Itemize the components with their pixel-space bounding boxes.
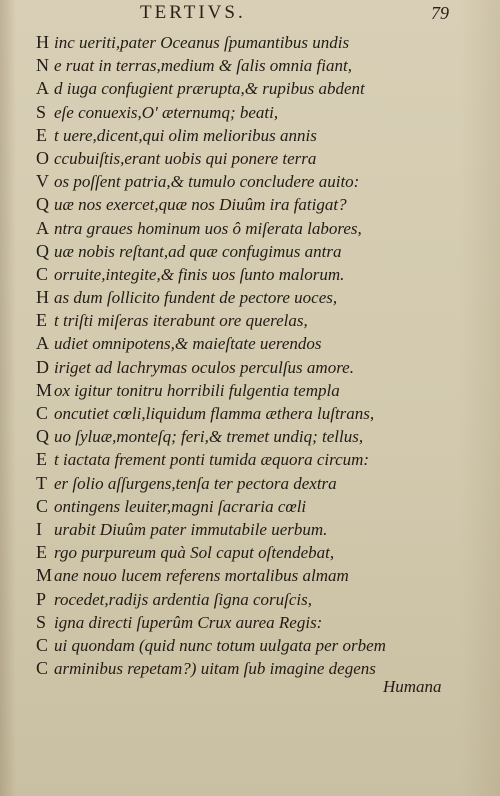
verse-initial: T <box>36 472 47 493</box>
verse-line <box>36 170 476 193</box>
verse-text: inc ueriti,pater Oceanus ſpumantibus undis <box>54 33 350 52</box>
verse-text: as dum ſollicito fundent de pectore uoces, <box>54 288 338 308</box>
verse-line <box>36 588 476 611</box>
verse-initial: C <box>36 658 49 679</box>
verse-initial: N <box>36 55 49 76</box>
verse-initial: D <box>36 356 49 377</box>
verse-line <box>36 495 476 518</box>
verse-initial: H <box>36 32 49 52</box>
verse-initial: E <box>36 449 47 470</box>
verse-text: arminibus repetam?) uitam ſub imagine degens <box>54 659 376 679</box>
verse-initial: A <box>36 78 49 99</box>
verse-text: rocedet,radijs ardentia ſigna coruſcis, <box>54 589 312 609</box>
verse-text: iriget ad lachrymas oculos perculſus amore. <box>54 357 354 377</box>
verse-text: ane nouo lucem referens mortalibus almam <box>54 566 349 586</box>
verse-text: uæ nos exercet,quæ nos Diuûm ira fatigat? <box>54 195 347 215</box>
verse-line <box>36 286 476 309</box>
verse-text: eſe conuexis,O' æternumq; beati, <box>54 102 279 122</box>
verse-line <box>36 263 476 286</box>
verse-line <box>36 356 476 379</box>
verse-initial: C <box>36 403 49 423</box>
verse-line <box>36 332 476 355</box>
verse-initial: I <box>36 518 42 539</box>
verse-initial: C <box>36 263 49 284</box>
verse-line <box>36 147 476 170</box>
verse-initial: Q <box>36 426 49 447</box>
verse-line <box>36 518 476 541</box>
verse-initial: S <box>36 611 47 632</box>
verse-text: ccubuiſtis,erant uobis qui ponere terra <box>54 148 317 168</box>
verse-initial: E <box>36 542 47 563</box>
verse-initial: M <box>36 379 53 400</box>
verse-text: urabit Diuûm pater immutabile uerbum. <box>54 519 328 539</box>
catchword: Humana <box>383 677 442 696</box>
verse-line <box>36 309 476 332</box>
verse-line <box>36 193 476 216</box>
verse-line <box>36 402 476 425</box>
running-head: TERTIVS. <box>140 2 246 23</box>
verse-initial: Q <box>36 240 49 261</box>
verse-line <box>36 611 476 634</box>
verse-text: e ruat in terras,medium & ſalis omnia fiant, <box>54 56 352 76</box>
verse-initial: Q <box>36 194 49 215</box>
verse-text: ox igitur tonitru horribili fulgentia templa <box>54 380 340 400</box>
verse-line <box>36 564 476 587</box>
verse-text: igna directi ſuperûm Crux aurea Regis: <box>54 612 323 632</box>
verse-text: t triſti miſeras iterabunt ore querelas, <box>54 311 308 331</box>
verse-initial: A <box>36 333 49 354</box>
verse-initial: M <box>36 565 53 586</box>
verse-text: uo ſyluæ,monteſq; feri,& tremet undiq; tellus, <box>54 427 364 447</box>
verse-line <box>36 77 476 100</box>
verse-line <box>36 541 476 564</box>
verse-text: er ſolio aſſurgens,tenſa ter pectora dextra <box>54 473 337 493</box>
verse-text: ontingens leuiter,magni ſacraria cœli <box>54 496 307 516</box>
verse-line <box>36 240 476 263</box>
verse-line <box>36 124 476 147</box>
verse-text: rgo purpureum quà Sol caput oſtendebat, <box>54 543 335 563</box>
verse-text: ntra graues hominum uos ô miſerata labores, <box>54 218 362 238</box>
verse-line <box>36 217 476 240</box>
verse-text: t uere,dicent,qui olim melioribus annis <box>54 125 317 145</box>
verse-text: d iuga confugient prærupta,& rupibus abdent <box>54 79 365 99</box>
verse-line <box>36 54 476 77</box>
verse-line <box>36 379 476 402</box>
verse-text: ui quondam (quid nunc totum uulgata per orbem <box>54 635 386 655</box>
page-number: 79 <box>431 3 449 23</box>
verse-initial: E <box>36 124 47 145</box>
verse-text: oncutiet cœli,liquidum flamma æthera luſtrans, <box>54 404 375 423</box>
verse-text: os poſſent patria,& tumulo concludere auito: <box>54 172 360 192</box>
verse-line <box>36 101 476 124</box>
poem-text-block <box>36 31 476 680</box>
page-header <box>0 2 500 24</box>
verse-line <box>36 634 476 657</box>
verse-initial: S <box>36 101 47 122</box>
verse-initial: C <box>36 495 49 516</box>
verse-initial: C <box>36 634 49 655</box>
verse-line <box>36 31 476 54</box>
verse-initial: P <box>36 588 47 609</box>
verse-text: udiet omnipotens,& maieſtate uerendos <box>54 334 322 354</box>
verse-line <box>36 472 476 495</box>
verse-line <box>36 425 476 448</box>
verse-text: t iactata frement ponti tumida æquora circum: <box>54 450 370 470</box>
verse-line <box>36 448 476 471</box>
verse-text: orruite,integite,& finis uos ſunto malorum. <box>54 264 345 284</box>
verse-initial: A <box>36 217 49 238</box>
verse-text: uæ nobis reſtant,ad quæ confugimus antra <box>54 241 342 261</box>
verse-initial: E <box>36 310 47 331</box>
verse-initial: V <box>36 171 49 192</box>
verse-initial: H <box>36 287 49 308</box>
verse-initial: O <box>36 147 49 168</box>
